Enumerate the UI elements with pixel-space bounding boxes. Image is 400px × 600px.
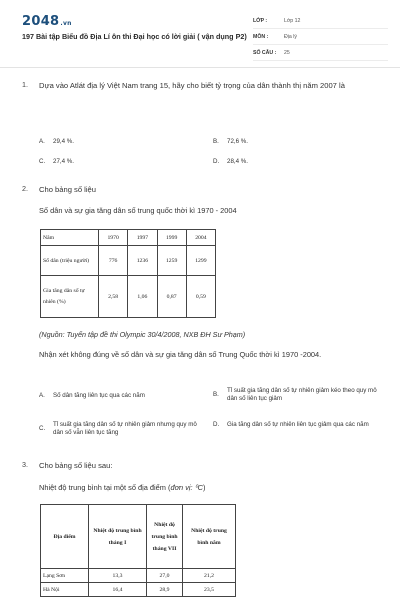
header-cell: 1999 [157, 230, 186, 246]
header-cell: 1970 [99, 230, 128, 246]
table-header-row [41, 230, 216, 246]
table-cell: 21,2 [183, 569, 236, 583]
table-title-text: Nhiệt độ trung bình tại một số địa điểm ( [39, 483, 171, 492]
option-letter: C. [39, 158, 46, 165]
option-letter: B. [213, 391, 219, 398]
question-2 [22, 184, 386, 196]
meta-row-count [253, 45, 388, 61]
row-label: Hà Nội [41, 583, 89, 597]
logo-text: 2048 [22, 14, 60, 29]
table-cell: 2,58 [99, 276, 128, 318]
table-cell: 1299 [186, 246, 215, 276]
q1-option-c[interactable] [39, 158, 74, 166]
table-cell: 13,3 [89, 569, 147, 583]
option-letter: D. [213, 158, 220, 165]
q2-option-a[interactable] [39, 392, 145, 400]
option-text: Tỉ suất gia tăng dân số tự nhiên giảm kéo theo quy mô dân số liên tục giảm [227, 387, 377, 402]
header-cell: Nhiệt độ trung bình tháng VII [147, 505, 183, 569]
question-intro: Cho bảng số liệu sau: [39, 461, 113, 470]
table-row [41, 569, 236, 583]
table-cell: 1259 [157, 246, 186, 276]
q1-option-d[interactable] [213, 158, 248, 166]
table-title: Số dân và sự gia tăng dân số trung quốc thời kì 1970 - 2004 [39, 206, 237, 215]
table-cell: 28,9 [147, 583, 183, 597]
table-cell: 1236 [128, 246, 157, 276]
document-title: 197 Bài tập Biểu đồ Địa Lí ôn thi Đại học có lời giải ( vận dụng P2) [22, 32, 247, 41]
table-cell: 27,0 [147, 569, 183, 583]
header-cell: 1997 [128, 230, 157, 246]
option-letter: B. [213, 138, 219, 145]
q2-option-c[interactable] [39, 421, 204, 437]
question-number: 3. [22, 460, 28, 469]
meta-row-class [253, 13, 388, 29]
table-title [39, 482, 205, 493]
document-meta [253, 13, 388, 61]
q1-option-b[interactable] [213, 138, 248, 146]
option-text: 28,4 %. [227, 158, 248, 165]
option-letter: A. [39, 138, 45, 145]
option-text: 27,4 %. [53, 158, 74, 165]
q2-option-b[interactable] [213, 387, 383, 403]
page-header [0, 0, 400, 68]
row-label: Lạng Sơn [41, 569, 89, 583]
temperature-table [40, 504, 236, 597]
question-text: Dựa vào Atlát địa lý Việt Nam trang 15, hãy cho biết tỷ trọng của dân thành thị năm 2007 là [39, 81, 345, 90]
question-3 [22, 460, 386, 472]
population-table [40, 229, 216, 318]
table-header-row [41, 505, 236, 569]
meta-key: MÔN : [253, 33, 269, 40]
option-text: 29,4 %. [53, 138, 74, 145]
table-cell: 1,06 [128, 276, 157, 318]
table-source: (Nguồn: Tuyển tập đề thi Olympic 30/4/2008, NXB ĐH Sư Phạm) [39, 330, 246, 339]
header-cell: 2004 [186, 230, 215, 246]
meta-value: 25 [284, 49, 290, 56]
meta-key: SỐ CÂU : [253, 49, 277, 56]
header-cell: Nhiệt độ trung bình năm [183, 505, 236, 569]
option-letter: A. [39, 392, 45, 399]
option-text: Số dân tăng liên tục qua các năm [53, 392, 145, 399]
meta-row-subject [253, 29, 388, 45]
question-1 [22, 80, 386, 106]
row-label: Gia tăng dân số tự nhiên (%) [41, 276, 99, 318]
meta-key: LỚP : [253, 17, 268, 24]
q2-option-d[interactable] [213, 421, 383, 429]
table-title-end: ) [202, 483, 206, 492]
option-text: 72,6 %. [227, 138, 248, 145]
row-label: Số dân (triệu người) [41, 246, 99, 276]
question-intro: Cho bảng số liệu [39, 185, 96, 194]
table-cell: 0,59 [186, 276, 215, 318]
question-prompt: Nhận xét không đúng về số dân và sự gia tăng dân số Trung Quốc thời kì 1970 -2004. [39, 350, 322, 359]
logo-suffix: .vn [60, 20, 72, 27]
table-row [41, 276, 216, 318]
table-row [41, 246, 216, 276]
option-text: Gia tăng dân số tự nhiên liên tục giảm qua các năm [227, 421, 369, 428]
header-cell: Năm [41, 230, 99, 246]
table-unit-value: ⁰C [194, 483, 203, 492]
option-text: Tỉ suất gia tăng dân số tự nhiên giảm nhưng quy mô dân số vẫn liên tục tăng [53, 421, 197, 436]
meta-value: Lớp 12 [284, 17, 301, 24]
table-cell: 16,4 [89, 583, 147, 597]
option-letter: C. [39, 425, 46, 432]
table-row [41, 583, 236, 597]
question-number: 1. [22, 80, 28, 89]
q1-option-a[interactable] [39, 138, 74, 146]
table-cell: 0,87 [157, 276, 186, 318]
meta-value: Địa lý [284, 33, 297, 40]
option-letter: D. [213, 421, 220, 428]
site-logo[interactable] [22, 14, 72, 29]
question-number: 2. [22, 184, 28, 193]
table-cell: 23,5 [183, 583, 236, 597]
header-cell: Địa điểm [41, 505, 89, 569]
table-cell: 776 [99, 246, 128, 276]
table-unit: đơn vị: [170, 483, 193, 492]
header-cell: Nhiệt độ trung bình tháng I [89, 505, 147, 569]
